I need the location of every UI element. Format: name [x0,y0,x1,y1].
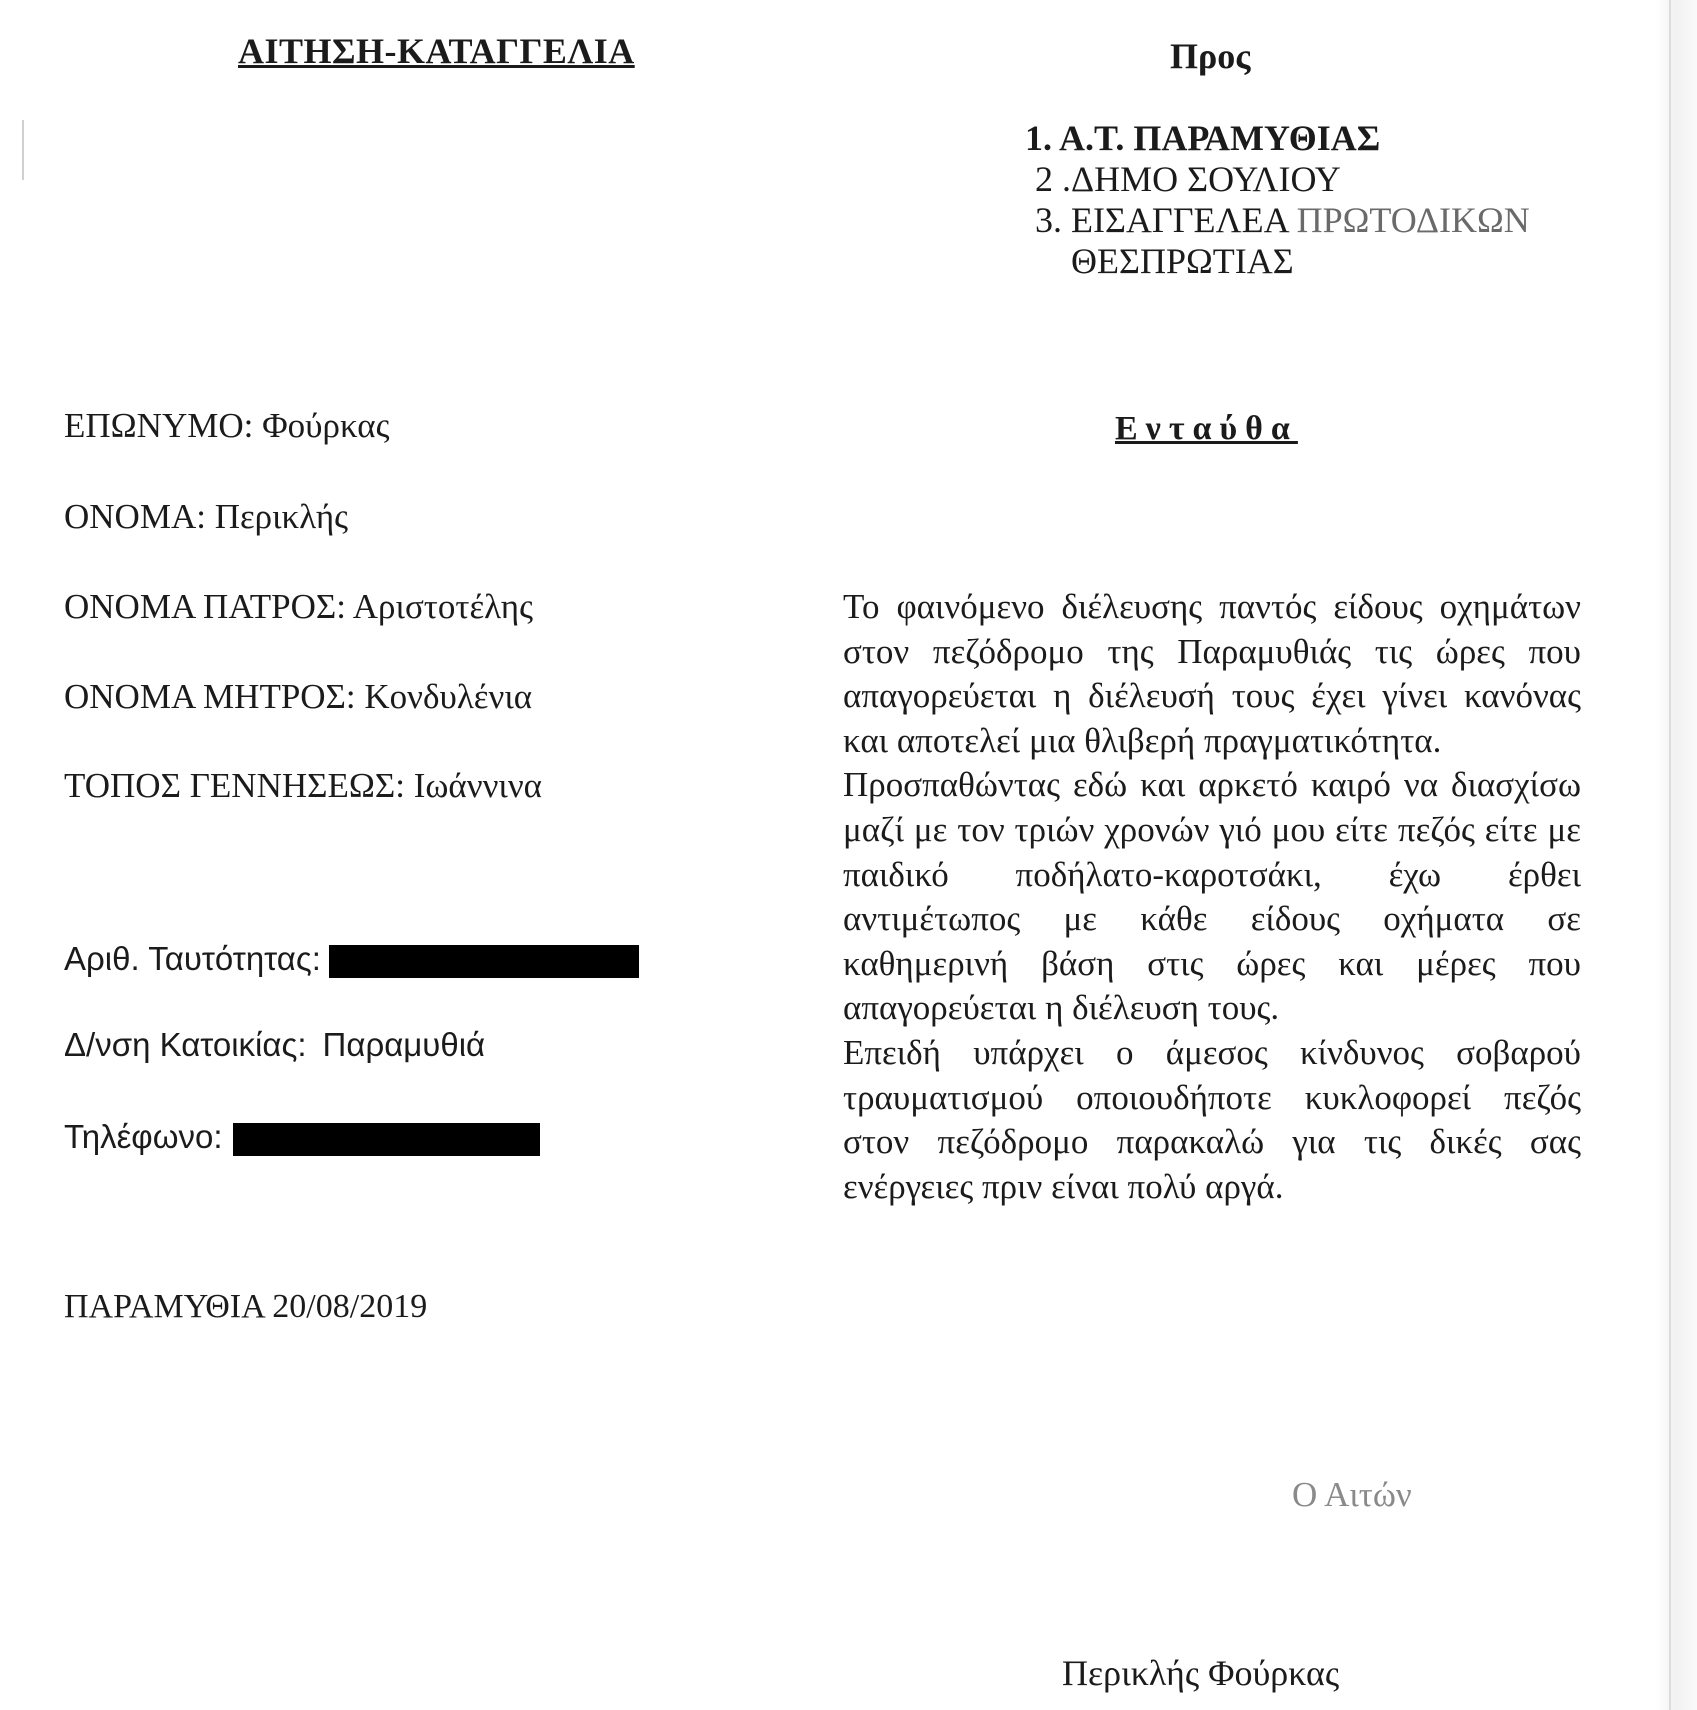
father-name-field: ΟΝΟΜΑ ΠΑΤΡΟΣ: Αριστοτέλης [64,587,533,626]
address-row [64,1026,485,1064]
scan-edge-line [1669,0,1671,1710]
recipient-municipality: 2 .ΔΗΜΟ ΣΟΥΛΙΟΥ [1035,159,1341,199]
to-label: Προς [1170,36,1251,76]
phone-label: Τηλέφωνο: [64,1118,223,1155]
name-field: ΟΝΟΜΑ: Περικλής [64,497,349,536]
recipient-police: 1. Α.Τ. ΠΑΡΑΜΥΘΙΑΣ [1025,118,1381,158]
phone-redaction [233,1123,540,1156]
body-paragraph-2: Προσπαθώντας εδώ και αρκετό καιρό να διασχίσω μαζί με τον τριών χρονών γιό μου είτε πεζός είτε με παιδικό ποδήλατο-καροτσάκι, έχω έρθει αντιμέτωπος με κάθε είδους οχήματα σε καθημερινή βάση στις ώρες και μέρες που απαγορεύεται η διέλευση τους. [843,765,1581,1028]
place-date: ΠΑΡΑΜΥΘΙΑ 20/08/2019 [64,1288,428,1325]
address-value: Παραμυθιά [322,1026,486,1063]
recipient-prosecutor-start: 3. ΕΙΣΑΓΓΕΛΕΑ [1035,200,1297,240]
mother-name-field: ΟΝΟΜΑ ΜΗΤΡΟΣ: Κονδυλένια [64,677,533,716]
recipient-prosecutor [1025,200,1530,241]
scan-edge-shadow [1657,0,1697,1710]
body-heading: Ενταύθα [1115,410,1298,447]
id-number-label: Αριθ. Ταυτότητας: [64,940,321,977]
recipient-prosecutor-region: ΘΕΣΠΡΩΤΙΑΣ [1071,241,1294,281]
recipients-list [1025,118,1530,282]
scan-mark [22,120,24,180]
birthplace-field: ΤΟΠΟΣ ΓΕΝΝΗΣΕΩΣ: Ιωάννινα [64,766,543,805]
document-title: ΑΙΤΗΣΗ-ΚΑΤΑΓΓΕΛΙΑ [238,31,635,71]
id-number-row [64,940,639,978]
phone-row [64,1118,540,1156]
signer-role: Ο Αιτών [1292,1475,1412,1514]
signer-name: Περικλής Φούρκας [1062,1653,1340,1693]
address-label: Δ/νση Κατοικίας: [64,1026,307,1063]
body-paragraph-3: Επειδή υπάρχει ο άμεσος κίνδυνος σοβαρού τραυματισμού οποιουδήποτε κυκλοφορεί πεζός στον πεζόδρομο παρακαλώ για τις δικές σας ενέργειες πριν είναι πολύ αργά. [843,1032,1581,1206]
recipient-prosecutor-faint: ΠΡΩΤΟΔΙΚΩΝ [1296,200,1530,240]
complaint-body [843,585,1581,1209]
id-number-redaction [329,945,639,978]
body-paragraph-1: Το φαινόμενο διέλευσης παντός είδους οχημάτων στον πεζόδρομο της Παραμυθιάς τις ώρες που απαγορεύεται η διέλευσή τους έχει γίνει κανόνας και αποτελεί μια θλιβερή πραγματικότητα. [843,587,1581,760]
surname-field: ΕΠΩΝΥΜΟ: Φούρκας [64,406,390,445]
